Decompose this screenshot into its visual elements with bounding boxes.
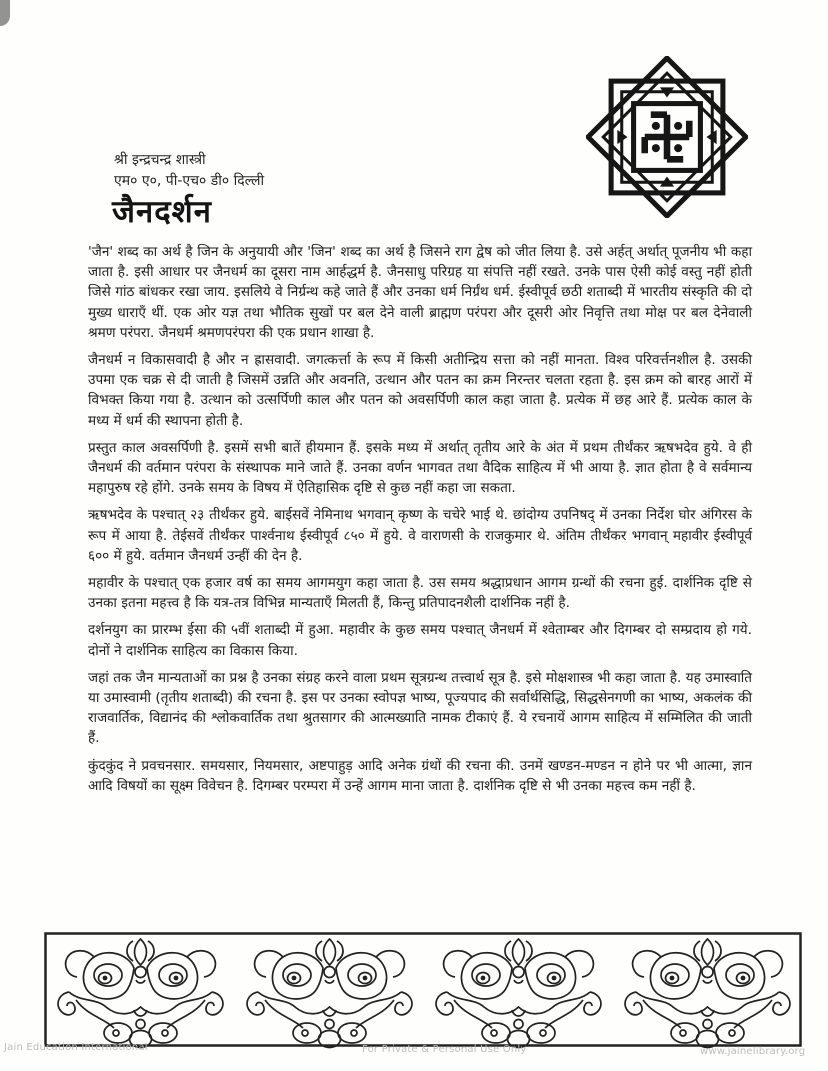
footer-watermark-right: www.jainelibrary.org (700, 1046, 806, 1057)
article-body (88, 242, 752, 803)
footer-watermark-center: For Private & Personal Use Only (362, 1044, 527, 1055)
body-paragraph: कुंदकुंद ने प्रवचनसार. समयसार, नियमसार, अष्टपाहुड़ आदि अनेक ग्रंथों की रचना की. उनमें खण्डन-मण्डन न होने पर भी आत्मा, ज्ञान आदि विषयों का सूक्ष्म विवेचन है. दिगम्बर परम्परा में उन्हें आगम माना जाता है. दार्शनिक दृष्टि से भी उनका महत्त्व कम नहीं है. (88, 757, 752, 794)
footer-watermark-left: Jain Education International (4, 1042, 148, 1053)
ornamental-frieze (44, 932, 802, 1050)
body-paragraph: ऋषभदेव के पश्चात् २३ तीर्थंकर हुये. बाईसवें नेमिनाथ भगवान् कृष्ण के चचेरे भाई थे. छांदोग्य उपनिषद् में उनका निर्देश घोर अंगिरस के रूप में आया है. तेईसवें तीर्थंकर पार्श्वनाथ ईस्वीपूर्व ८५० में हुये. वे वाराणसी के राजकुमार थे. अंतिम तीर्थंकर भगवान् महावीर ईस्वीपूर्व ६०० में हुये. वर्तमान जैनधर्म उन्हीं की देन है. (88, 507, 752, 564)
body-paragraph: जहां तक जैन मान्यताओं का प्रश्न है उनका संग्रह करने वाला प्रथम सूत्रग्रन्थ तत्त्वार्थ सूत्र है. इसे मोक्षशास्त्र भी कहा जाता है. यह उमास्वाति या उमास्वामी (तृतीय शताब्दी) की रचना है. इस पर उनका स्वोपज्ञ भाष्य, पूज्यपाद की सर्वार्थसिद्धि, सिद्धसेनगणी का भाष्य, अकलंक की राजवार्तिक, विद्यानंद की श्लोकवार्तिक तथा श्रुतसागर की आत्मख्याति नामक टीकाएं हैं. ये रचनायें आगम साहित्य में सम्मिलित की जाती हैं. (88, 669, 752, 747)
author-block (114, 150, 264, 192)
author-name: श्री इन्द्रचन्द्र शास्त्री (114, 152, 206, 168)
body-paragraph: दर्शनयुग का प्रारम्भ ईसा की ५वीं शताब्दी में हुआ. महावीर के कुछ समय पश्चात् जैनधर्म में श्वेताम्बर और दिगम्बर दो सम्प्रदाय हो गये. दोनों ने दार्शनिक साहित्य का विकास किया. (88, 622, 752, 659)
body-paragraph: प्रस्तुत काल अवसर्पिणी है. इसमें सभी बातें हीयमान हैं. इसके मध्य में अर्थात् तृतीय आरे के अंत में प्रथम तीर्थंकर ऋषभदेव हुये. वे ही जैनधर्म की वर्तमान परंपरा के संस्थापक माने जाते हैं. उनका वर्णन भागवत तथा वैदिक साहित्य में भी आया है. ज्ञात होता है वे सर्वमान्य महापुरुष रहे होंगे. उनके समय के विषय में ऐतिहासिक दृष्टि से कुछ नहीं कहा जा सकता. (88, 439, 752, 497)
body-paragraph: महावीर के पश्चात् एक हजार वर्ष का समय आगमयुग कहा जाता है. उस समय श्रद्धाप्रधान आगम ग्रन्थों की रचना हुई. दार्शनिक दृष्टि से उनका इतना महत्त्व है कि यत्र-तत्र विभिन्न मान्यताएँ मिलती हैं, किन्तु प्रतिपादनशैली दार्शनिक नहीं है. (88, 575, 752, 612)
author-credentials: एम० ए०, पी-एच० डी० दिल्ली (114, 173, 265, 189)
page-title: जैनदर्शन (112, 194, 212, 230)
jain-swastika-star-icon (586, 56, 748, 218)
body-paragraph: 'जैन' शब्द का अर्थ है जिन के अनुयायी और 'जिन' शब्द का अर्थ है जिसने राग द्वेष को जीत लिया है. उसे अर्हत् अर्थात् पूजनीय भी कहा जाता है. इसी आधार पर जैनधर्म का दूसरा नाम आर्हद्धर्म है. जैनसाधु परिग्रह या संपत्ति नहीं रखते. उनके पास ऐसी कोई वस्तु नहीं होती जिसे गांठ बांधकर रखा जाय. इसलिये वे निर्ग्रन्थ कहे जाते हैं और उनका धर्म निर्ग्रंथ धर्म. ईस्वीपूर्व छठी शताब्दी में भारतीय संस्कृति की दो मुख्य धाराएँ थीं. एक ओर यज्ञ तथा भौतिक सुखों पर बल देने वाली ब्राह्मण परंपरा और दूसरी ओर निवृत्ति तथा मोक्ष पर बल देनेवाली श्रमण परंपरा. जैनधर्म श्रमणपरंपरा की एक प्रधान शाखा है. (88, 244, 752, 341)
scan-artifact (0, 0, 10, 26)
body-paragraph: जैनधर्म न विकासवादी है और न ह्रासवादी. जगत्कर्त्ता के रूप में किसी अतीन्द्रिय सत्ता को नहीं मानता. विश्व परिवर्त्तनशील है. उसकी उपमा एक चक्र से दी जाती है जिसमें उन्नति और अवनति, उत्थान और पतन का क्रम निरन्तर चलता रहता है. इस क्रम को बारह आरों में विभक्त किया गया है. उत्थान को उत्सर्पिणी काल और पतन को अवसर्पिणी काल कहा जाता है. प्रत्येक में छह आरे हैं. प्रत्येक काल के मध्य में धर्म की स्थापना होती है. (88, 352, 752, 429)
